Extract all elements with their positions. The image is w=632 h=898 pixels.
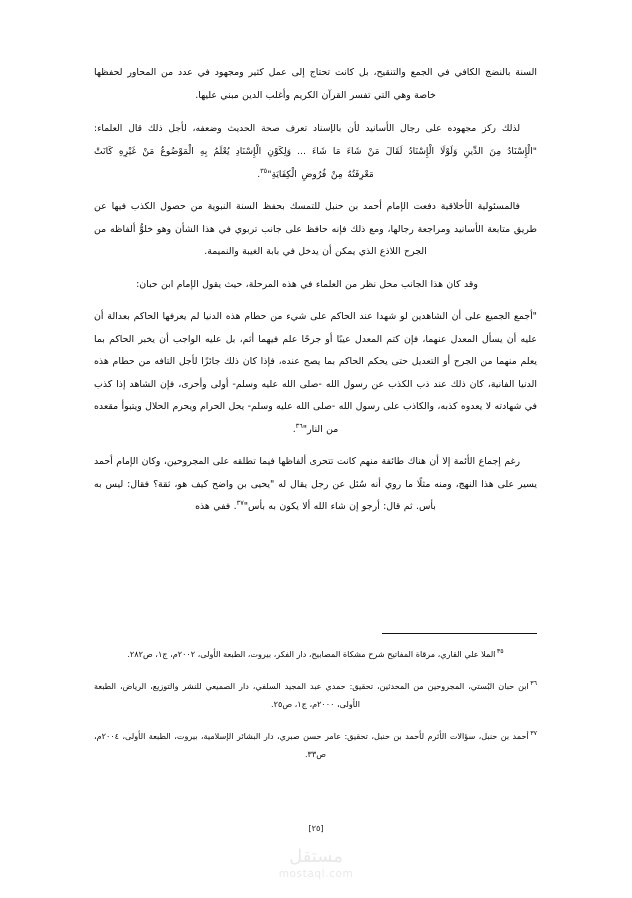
paragraph-4: [94, 274, 537, 297]
footnotes-section: [94, 633, 537, 777]
paragraph-2-text: لذلك ركز مجهوده على رجال الأسانيد لأن بالإسناد تعرف صحة الحديث وضعفه، لأجل ذلك قال العلماء: "الْإِسْنَادُ مِنَ الدِّينِ وَلَوْلَا الْإِسْنَادُ لَقَالَ مَنْ شَاءَ مَا شَاءَ ... وَلِكَوْنِ الْإِسْنَادِ يُعْلَمُ بِهِ الْمَوْضُوعُ مَنْ غَيْرِهِ كَانَتْ مَعْرِفَتُهُ مِنْ فُرُوضِ الْكِفَايَةِ": [94, 123, 537, 180]
paragraph-2-text-after: .: [257, 169, 261, 180]
footnote-text-35: الملا علي القاري، مرقاة المفاتيح شرح مشكاة المصابيح، دار الفكر، بيروت، الطبعة الأولى، ٢٠٠٢م، ج١، ص٢٨٢.: [127, 649, 496, 659]
page-number: [٢٥]: [308, 823, 324, 833]
paragraph-3: [94, 196, 537, 264]
footnote-ref-35[interactable]: ٣٥: [260, 166, 268, 175]
footnote-text-37: أحمد بن حنبل، سؤالات الأثرم لأحمد بن حنبل، تحقيق: عامر حسن صبري، دار البشائر الإسلامية، بيروت، الطبعة الأولى، ٢٠٠٤م، ص٣٣.: [94, 730, 529, 759]
watermark-arabic-logo: مستقل: [289, 846, 343, 867]
watermark-domain-text: mostaql.com: [278, 867, 354, 880]
footnote-separator-rule: [382, 633, 537, 634]
footnote-ref-37[interactable]: ٣٧: [236, 498, 244, 507]
paragraph-5-text: "أجمع الجميع على أن الشاهدين لو شهدا عند الحاكم على شيء من حطام هذه الدنيا لم يعرفها الحاكم بعدالة أن عليه أن يسأل المعدل عنهما، فإن كتم المعدل عيبًا أو جرحًا علم فيهما أثم، بل عليه الواجب أن يخبر الحاكم بما يعلم منهما من الجرح أو التعديل حتى يحكم الحاكم بما يصح عنده، فإذا كان ذلك جائزًا لأجل التافه من حطام هذه الدنيا الفانية، كان ذلك عند ذب الكذب عن رسول الله -صلى الله عليه وسلم- أولى وأحرى، فإن الشاهد إذا كذب في شهادته لا يعدوه كذبه، والكاذب على رسول الله -صلى الله عليه وسلم- يحل الحرام ويحرم الحلال ويتبوأ مقعده من النار": [94, 311, 537, 435]
paragraph-5-quotation: [94, 306, 537, 441]
footnote-item-35: [94, 645, 537, 664]
paragraph-6-text: رغم إجماع الأئمة إلا أن هناك طائفة منهم كانت تتحرى ألفاظها فيما تطلقه على المجروحين، وكان الإمام أحمد يسير على هذا النهج، ومنه مثلًا ما روي أنه سُئل عن رجل يقال له "يحيى بن واضح كيف هو، ثقة؟ فقال: ليس به بأس. ثم قال: أرجو إن شاء الله ألا يكون به بأس": [94, 456, 537, 512]
footnote-number-37: ٣٧: [530, 729, 537, 737]
paragraph-5-text-after: .: [292, 423, 296, 435]
footnote-number-36: ٣٦: [530, 679, 537, 687]
footnote-number-35: ٣٥: [496, 648, 504, 656]
main-text-body: [94, 62, 537, 519]
footnote-item-36: [94, 677, 537, 714]
paragraph-3-text: فالمسئولية الأخلاقية دفعت الإمام أحمد بن حنبل للتمسك بحفظ السنة النبوية من حصول الكذب فيها عن طريق متابعة الأسانيد ومراجعة رجالها، ومع ذلك فإنه حافظ على جانب تربوي في هذا الشأن وهو خلوُّ ألفاظه من الجرح اللاذع الذي يمكن أن يدخل في بابة الغيبة والنميمة.: [94, 201, 537, 257]
footnote-item-37: [94, 727, 537, 764]
mostaql-watermark: [0, 848, 632, 880]
paragraph-6-text-after: . ففي هذه: [195, 501, 237, 512]
paragraph-1: [94, 62, 537, 107]
paragraph-2: [94, 117, 537, 186]
paragraph-6: [94, 451, 537, 519]
footnote-ref-36[interactable]: ٣٦: [295, 421, 303, 430]
paragraph-1-text: السنة بالنضج الكافي في الجمع والتنقيح، بل كانت تحتاج إلى عمل كثير ومجهود في عدد من المحاور لحفظها خاصة وهي التي تفسر القرآن الكريم وأغلب الدين مبني عليها.: [94, 67, 537, 101]
paragraph-4-text: وقد كان هذا الجانب محل نظر من العلماء في هذه المرحلة، حيث يقول الإمام ابن حبان:: [136, 278, 478, 290]
footnote-text-36: ابن حبان البُستي، المجروحين من المحدثين، تحقيق: حمدي عبد المجيد السلفي، دار الصميعي للنشر والتوزيع، الرياض، الطبعة الأولى، ٢٠٠٠م، ج١، ص٢٥.: [94, 680, 529, 709]
